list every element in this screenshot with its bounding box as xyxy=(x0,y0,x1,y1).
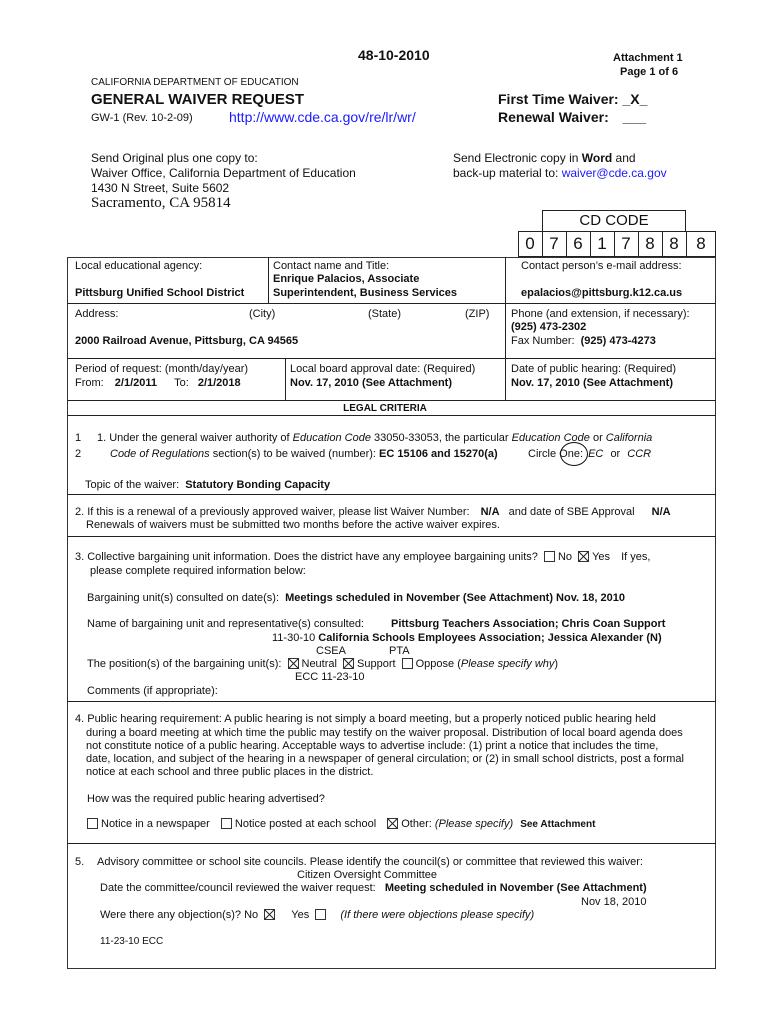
agency-label: Local educational agency: xyxy=(75,260,203,272)
review-date-extra: Nov 18, 2010 xyxy=(581,896,647,908)
comments-label: Comments (if appropriate): xyxy=(87,685,218,697)
waiver-number-value[interactable]: N/A xyxy=(480,506,500,518)
item4-line2: during a board meeting at which time the public may testify on the waiver proposal. Distribution of local board agenda does xyxy=(86,727,683,739)
no-label: No xyxy=(557,551,573,563)
advertise-options xyxy=(84,818,595,830)
ec-option[interactable]: EC xyxy=(588,448,604,460)
agency-value[interactable]: Pittsburg Unified School District xyxy=(75,287,245,299)
contact-label: Contact name and Title: xyxy=(273,260,390,272)
cd-code-digit: 7 xyxy=(621,234,631,253)
item3-line1 xyxy=(75,551,650,563)
newspaper-checkbox[interactable] xyxy=(87,818,98,829)
to-label: To: xyxy=(174,377,189,389)
advertise-question: How was the required public hearing advertised? xyxy=(87,793,325,805)
names-value-1[interactable]: Pittsburg Teachers Association; Chris Coan Support xyxy=(391,618,666,630)
from-value[interactable]: 2/1/2011 xyxy=(114,377,158,389)
email-label: Contact person’s e-mail address: xyxy=(521,260,682,272)
legal-criteria-heading: LEGAL CRITERIA xyxy=(343,403,427,414)
cd-code-digit: 7 xyxy=(549,234,559,253)
review-date-line xyxy=(100,882,647,894)
topic-line xyxy=(85,479,330,491)
support-checkbox[interactable] xyxy=(343,658,354,669)
circle-label: Circle xyxy=(528,448,560,460)
fax-label: Fax Number: xyxy=(511,335,575,347)
period-from-to xyxy=(75,377,241,389)
form-id: GW-1 (Rev. 10-2-09) xyxy=(91,112,193,124)
item2-line2: Renewals of waivers must be submitted two months before the active waiver expires. xyxy=(86,519,500,531)
phone-value[interactable]: (925) 473-2302 xyxy=(511,321,587,333)
period-label: Period of request: (month/day/year) xyxy=(75,363,249,375)
item1-text-f: California xyxy=(605,432,653,444)
bargaining-yes-checkbox[interactable] xyxy=(578,551,589,562)
send-original-line3: 1430 N Street, Suite 5602 xyxy=(91,181,230,195)
oppose-close: ) xyxy=(554,658,559,670)
consulted-dates-line xyxy=(87,592,625,604)
cd-code-digit: 8 xyxy=(669,234,679,253)
first-time-waiver: First Time Waiver: _X_ xyxy=(498,91,648,107)
csea-note: CSEA xyxy=(316,645,346,657)
cd-code-digit: 1 xyxy=(597,234,607,253)
attachment-label: Attachment 1 xyxy=(613,52,683,64)
address-value[interactable]: 2000 Railroad Avenue, Pittsburg, CA 94565 xyxy=(75,335,299,347)
names-label: Name of bargaining unit and representative(s) consulted: xyxy=(87,618,364,630)
review-date-value[interactable]: Meeting scheduled in November (See Attachment) xyxy=(384,882,647,894)
names-line-2 xyxy=(272,632,662,644)
item1-text-g: Code of Regulations xyxy=(110,448,210,460)
item3-line2: please complete required information below: xyxy=(90,565,306,577)
line-number: 2 xyxy=(75,448,82,460)
item5-line1: Advisory committee or school site councils. Please identify the council(s) or committee that reviewed this waiver: xyxy=(97,856,643,868)
objection-label: Were there any objection(s)? No xyxy=(100,909,259,921)
circle-colon: : xyxy=(579,448,584,460)
zip-label: (ZIP) xyxy=(465,308,490,320)
department-name: CALIFORNIA DEPARTMENT OF EDUCATION xyxy=(91,77,299,88)
position-label: The position(s) of the bargaining unit(s): xyxy=(87,658,282,670)
council-value[interactable]: Citizen Oversight Committee xyxy=(297,869,437,881)
waiver-email-link[interactable]: waiver@cde.ca.gov xyxy=(561,166,667,180)
posted-checkbox[interactable] xyxy=(221,818,232,829)
to-value[interactable]: 2/1/2018 xyxy=(197,377,241,389)
item4-line3: not constitute notice of a public hearing. Acceptable ways to advertise include: (1) print a notice that includes the time, xyxy=(86,740,659,752)
hearing-date-value[interactable]: Nov. 17, 2010 (See Attachment) xyxy=(511,377,674,389)
send-electronic-post: and xyxy=(612,151,636,165)
phone-label: Phone (and extension, if necessary): xyxy=(511,308,690,320)
review-date-label: Date the committee/council reviewed the waiver request: xyxy=(100,882,376,894)
backup-label: back-up material to: xyxy=(453,166,562,180)
cd-code-header xyxy=(542,210,686,232)
send-original-line2: Waiver Office, California Department of Education xyxy=(91,166,356,180)
document-number: 48-10-2010 xyxy=(358,47,430,63)
send-electronic-line xyxy=(453,151,636,165)
other-label: Other: xyxy=(401,818,435,830)
item1-text-b: Education Code xyxy=(292,432,371,444)
oppose-checkbox[interactable] xyxy=(402,658,413,669)
item1-text-h: section(s) to be waived (number): xyxy=(209,448,380,460)
newspaper-label: Notice in a newspaper xyxy=(101,818,210,830)
objection-yes-checkbox[interactable] xyxy=(315,909,326,920)
send-electronic-word: Word xyxy=(581,151,613,165)
item4-line1: 4. Public hearing requirement: A public hearing is not simply a board meeting, but a properly noticed public hearing held xyxy=(75,713,656,725)
city-label: (City) xyxy=(249,308,276,320)
board-approval-value[interactable]: Nov. 17, 2010 (See Attachment) xyxy=(290,377,453,389)
other-instruction: (Please specify) xyxy=(434,818,514,830)
item1-text-e: or xyxy=(589,432,606,444)
posted-label: Notice posted at each school xyxy=(234,818,377,830)
email-value[interactable]: epalacios@pittsburg.k12.ca.us xyxy=(521,287,683,299)
contact-title[interactable]: Superintendent, Business Services xyxy=(273,287,458,299)
consulted-label: Bargaining unit(s) consulted on date(s): xyxy=(87,592,279,604)
cd-code-digit: 6 xyxy=(573,234,583,253)
renewal-waiver-blank: ___ xyxy=(622,109,646,125)
position-line xyxy=(87,658,558,670)
cd-code-digit: 0 xyxy=(525,234,535,253)
backup-material-line xyxy=(453,166,667,180)
from-label: From: xyxy=(75,377,104,389)
item1-line2 xyxy=(110,448,498,460)
item1-text-a: 1. Under the general waiver authority of xyxy=(97,432,293,444)
oppose-label: Oppose ( xyxy=(415,658,461,670)
renewal-waiver-label: Renewal Waiver: xyxy=(498,109,609,125)
page-indicator: Page 1 of 6 xyxy=(620,66,679,78)
objection-instruction: (If there were objections please specify) xyxy=(340,909,535,921)
yes-label: Yes xyxy=(592,551,611,563)
waived-sections-value[interactable]: EC 15106 and 15270(a) xyxy=(379,448,498,460)
names-value-2[interactable]: California Schools Employees Association; Jessica Alexander (N) xyxy=(318,632,662,644)
footer-note: 11-23-10 ECC xyxy=(100,936,164,947)
item3-text: 3. Collective bargaining unit information. Does the district have any employee bargaining units? xyxy=(75,551,538,563)
if-yes-label: If yes, xyxy=(621,551,651,563)
contact-name[interactable]: Enrique Palacios, Associate xyxy=(273,273,420,285)
cd-code-digit: 8 xyxy=(696,234,706,253)
item5-number: 5. xyxy=(75,856,85,868)
bargaining-no-checkbox[interactable] xyxy=(544,551,555,562)
neutral-checkbox[interactable] xyxy=(288,658,299,669)
address-label: Address: xyxy=(75,308,119,320)
objection-line xyxy=(100,909,534,921)
fax-line xyxy=(511,335,656,347)
ecc-note: ECC 11-23-10 xyxy=(295,671,365,683)
topic-value[interactable]: Statutory Bonding Capacity xyxy=(185,479,331,491)
oppose-instruction: Please specify why xyxy=(460,658,555,670)
pta-note: PTA xyxy=(389,645,410,657)
item2-line1 xyxy=(75,506,671,518)
send-original-line1: Send Original plus one copy to: xyxy=(91,151,258,165)
send-original-line4: Sacramento, CA 95814 xyxy=(91,195,231,211)
item4-line4: date, location, and subject of the hearing in a newspaper of general circulation; or (2) in small school districts, post a formal xyxy=(86,753,684,765)
form-title: GENERAL WAIVER REQUEST xyxy=(91,91,305,108)
selection-circle-icon xyxy=(560,442,588,466)
neutral-label: Neutral xyxy=(301,658,337,670)
renewal-waiver xyxy=(498,109,646,125)
send-electronic-pre: Send Electronic copy in xyxy=(453,151,582,165)
topic-label: Topic of the waiver: xyxy=(85,479,180,491)
names-value-2-date: 11-30-10 xyxy=(272,632,319,644)
state-label: (State) xyxy=(368,308,402,320)
objection-yes-label: Yes xyxy=(291,909,310,921)
or-text: or xyxy=(610,448,621,460)
circle-one-text: One xyxy=(559,448,580,460)
fax-value[interactable]: (925) 473-4273 xyxy=(580,335,656,347)
objection-no-checkbox[interactable] xyxy=(264,909,275,920)
sbe-approval-label: and date of SBE Approval xyxy=(508,506,635,518)
cd-code-label: CD CODE xyxy=(579,212,649,229)
line-number: 1 xyxy=(75,432,82,444)
hearing-date-label: Date of public hearing: (Required) xyxy=(511,363,677,375)
item4-line5: notice at each school and three public places in the district. xyxy=(86,766,374,778)
cd-code-digit: 8 xyxy=(645,234,655,253)
waiver-url-link[interactable]: http://www.cde.ca.gov/re/lr/wr/ xyxy=(229,109,416,125)
item1-text-c: 33050-33053, the particular xyxy=(370,432,512,444)
item2-text: 2. If this is a renewal of a previously approved waiver, please list Waiver Number: xyxy=(75,506,470,518)
sbe-approval-value[interactable]: N/A xyxy=(651,506,671,518)
other-value[interactable]: See Attachment xyxy=(520,819,596,830)
board-approval-label: Local board approval date: (Required) xyxy=(290,363,476,375)
ccr-option[interactable]: CCR xyxy=(627,448,652,460)
consulted-value[interactable]: Meetings scheduled in November (See Attachment) Nov. 18, 2010 xyxy=(285,592,625,604)
support-label: Support xyxy=(357,658,396,670)
circle-one-line xyxy=(528,448,651,460)
other-checkbox[interactable] xyxy=(387,818,398,829)
item1-text-d: Education Code xyxy=(511,432,590,444)
